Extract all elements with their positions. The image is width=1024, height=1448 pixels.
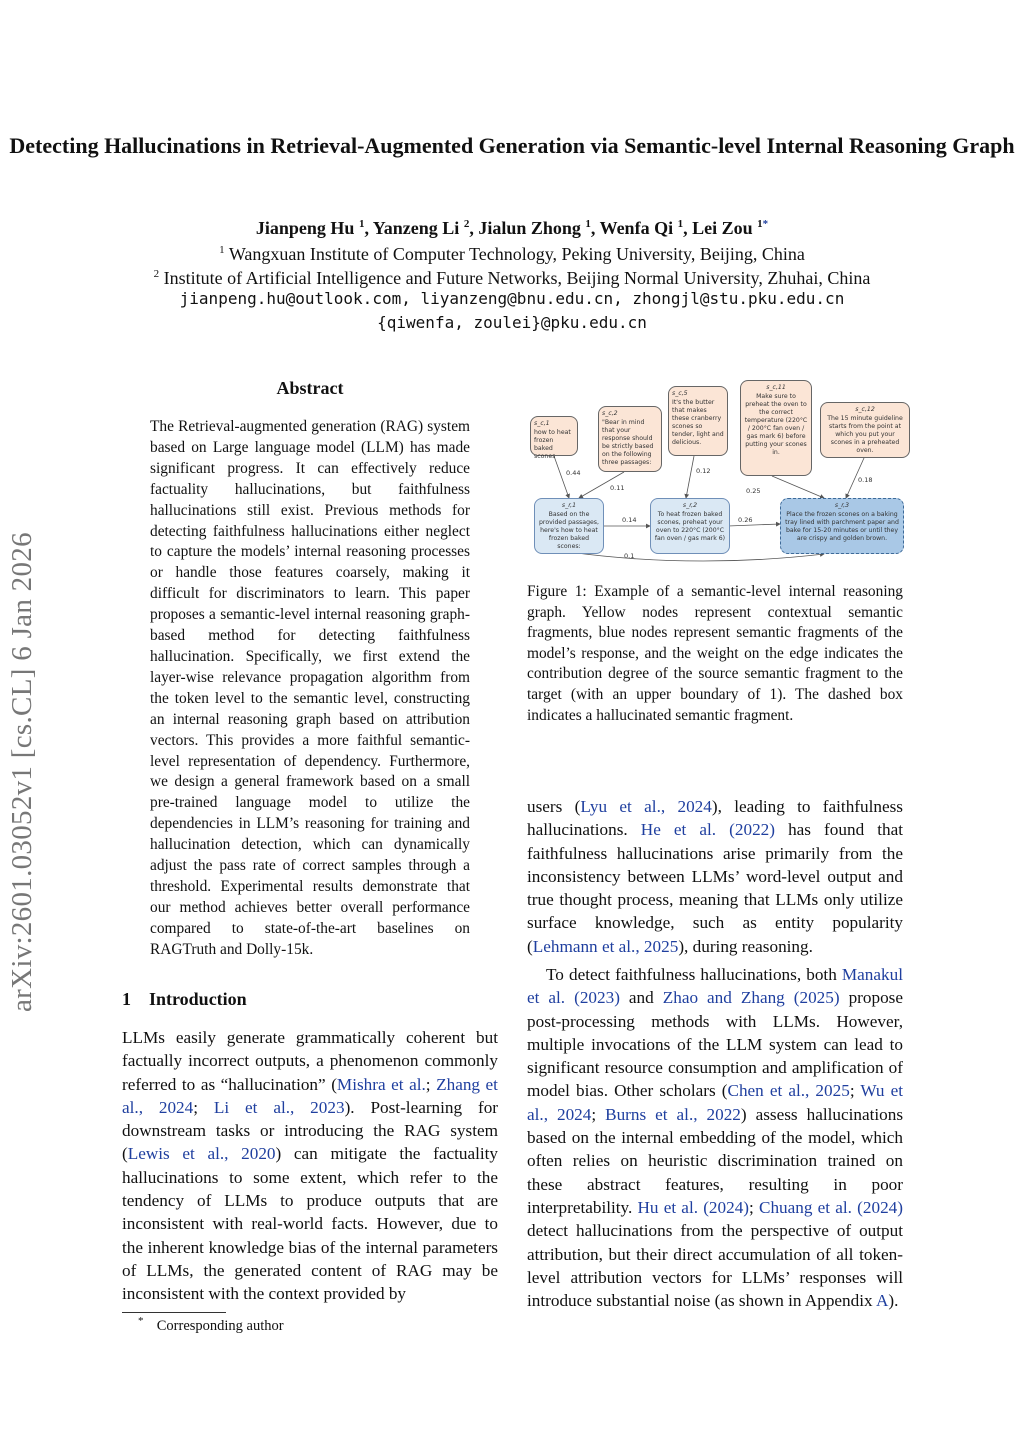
body-text: and bbox=[619, 988, 663, 1008]
citation-link[interactable]: A bbox=[875, 1291, 889, 1311]
citation-link[interactable]: Li et al., 2023 bbox=[213, 1097, 345, 1117]
edge-c1-r1 bbox=[554, 456, 569, 498]
footnote bbox=[138, 1315, 284, 1335]
introduction-heading bbox=[122, 989, 247, 1010]
citation-link[interactable]: Wu et al., 2024 bbox=[527, 1081, 903, 1124]
graph-node-response-2: s_r,2 To heat frozen baked scones, preheat your oven to 220°C (200°C fan oven / gas mark 6) bbox=[650, 498, 730, 554]
affiliation-number: 2 bbox=[153, 268, 160, 280]
intro-paragraph-2 bbox=[527, 963, 903, 1312]
edge-weight-c12-r3: 0.18 bbox=[858, 476, 873, 484]
affiliation-text: Wangxuan Institute of Computer Technology, Peking University, Beijing, China bbox=[228, 244, 805, 264]
intro-paragraph-1-continued bbox=[527, 795, 903, 958]
graph-node-context-5: s_c,5 It's the butter that makes these cranberry scones so tender, light and delicious. bbox=[668, 386, 728, 456]
abstract-text: The Retrieval-augmented generation (RAG) system based on Large language model (LLM) has made significant progress. It can effectively reduce factuality hallucinations, but faithfulness hallucinations still exist. Previous methods for detecting faithfulness hallucinations either neglect to capture the models’ internal reasoning processes or handle those features coarsely, making it difficult for discriminators to learn. This paper proposes a semantic-level internal reasoning graph-based method for detecting faithfulness hallucination. Specifically, we first extend the layer-wise relevance propagation algorithm from the token level to the semantic level, constructing an internal reasoning graph based on attribution vectors. This provides a more faithful semantic-level representation of dependency. Furthermore, we design a general framework based on a small pre-trained language model to utilize the dependencies in LLM’s reasoning for training and hallucination detection, which can dynamically adjust the pass rate of correct samples through a threshold. Experimental results demonstrate that our method achieves better overall performance compared to state-of-the-art baselines on RAGTruth and Dolly-15k. bbox=[150, 418, 470, 958]
section-title: Introduction bbox=[149, 989, 247, 1009]
body-text: LLMs easily generate grammatically coherent but factually incorrect outputs, a phenomenon commonly referred to as “hallucination” ( bbox=[122, 1028, 498, 1094]
figure-1-caption: Figure 1: Example of a semantic-level internal reasoning graph. Yellow nodes represent contextual semantic fragments, blue nodes represent semantic fragments of the model’s response, and the weight on the edge indicates the contribution degree of the source semantic fragment to the target (with an upper boundary of 1). The dashed box indicates a hallucinated semantic fragment. bbox=[527, 583, 903, 724]
author-separator: , bbox=[364, 218, 373, 238]
edge-weight-r1-r2: 0.14 bbox=[622, 516, 637, 524]
footnote-mark: * bbox=[138, 1315, 144, 1327]
author-name: Jialun Zhong bbox=[478, 218, 586, 238]
author-affiliation-mark: 1 bbox=[677, 218, 684, 230]
author-name: Wenfa Qi bbox=[599, 218, 678, 238]
paper-title: Detecting Hallucinations in Retrieval-Augmented Generation via Semantic-level Internal Reasoning Graph bbox=[9, 133, 1015, 158]
citation-link[interactable]: He et al. (2022) bbox=[640, 820, 775, 840]
citation-link[interactable]: Burns et al., 2022 bbox=[605, 1104, 741, 1124]
edge-r2-r3 bbox=[728, 524, 780, 526]
body-text: detect hallucinations from the perspective of output attribution, but their direct accumulation of all token-level attribution vectors for LLMs’ responses will introduce substantial noise (as shown in Appendix bbox=[527, 1221, 903, 1311]
graph-node-response-3-hallucinated: s_r,3 Place the frozen scones on a baking tray lined with parchment paper and bake for 15-20 minutes or until they are crispy and golden brown. bbox=[780, 498, 904, 554]
body-text: has found that faithfulness hallucinations arise primarily from the inconsistency between LLMs’ word-level output and true thought process, meaning that LLMs only utilize surface knowledge, such as entity popularity ( bbox=[527, 820, 904, 956]
edge-c11-r3 bbox=[772, 476, 824, 498]
author-affiliation-mark: 2 bbox=[463, 218, 470, 230]
body-text: ; bbox=[425, 1074, 437, 1094]
body-text: propose post-processing methods with LLMs. However, multiple invocations of the LLM system can lead to significant resource consumption and amplification of model bias. Other scholars ( bbox=[527, 988, 903, 1101]
author-affiliation-mark: 1 bbox=[358, 218, 365, 230]
citation-link[interactable]: Manakul et al. (2023) bbox=[527, 965, 903, 1008]
citation-link[interactable]: Lyu et al., 2024 bbox=[580, 797, 712, 816]
intro-paragraph-1 bbox=[122, 1026, 498, 1306]
author-name: Yanzeng Li bbox=[372, 218, 464, 238]
author-separator: , bbox=[590, 218, 600, 238]
citation-link[interactable]: Mishra et al. bbox=[336, 1074, 426, 1094]
body-text: ). Post-learning for downstream tasks or introducing the RAG system ( bbox=[122, 1097, 499, 1164]
body-text: ) assess hallucinations based on the internal embedding of the model, which often relies on heuristic discrimination trained on these abstract features, resulting in poor interpretability. bbox=[527, 1104, 904, 1217]
citation-link[interactable]: Zhao and Zhang (2025) bbox=[662, 988, 840, 1008]
corresponding-author-mark[interactable]: * bbox=[762, 218, 769, 230]
edge-weight-c2-r1: 0.11 bbox=[610, 484, 625, 492]
affiliation-text: Institute of Artificial Intelligence and Future Networks, Beijing Normal University, Zhuhai, China bbox=[163, 268, 871, 288]
citation-link[interactable]: Lewis et al., 2020 bbox=[127, 1144, 276, 1164]
graph-node-context-12: s_c,12 The 15 minute guideline starts from the point at which you put your scones in a preheated oven. bbox=[820, 402, 910, 458]
author-separator: , bbox=[469, 218, 479, 238]
footnote-text: Corresponding author bbox=[156, 1317, 284, 1334]
footnote-divider bbox=[122, 1312, 226, 1313]
author-list bbox=[0, 212, 1024, 240]
body-text: ; bbox=[193, 1097, 214, 1117]
author-affiliation-mark: 1 bbox=[757, 218, 763, 230]
edge-weight-r2-r3: 0.26 bbox=[738, 516, 753, 524]
citation-link[interactable]: Hu et al. (2024) bbox=[637, 1197, 750, 1217]
body-text: users ( bbox=[527, 797, 581, 816]
email-line-1: jianpeng.hu@outlook.com, liyanzeng@bnu.edu.cn, zhongjl@stu.pku.edu.cn bbox=[179, 289, 845, 308]
author-name: Jianpeng Hu bbox=[255, 218, 359, 238]
graph-node-context-11: s_c,11 Make sure to preheat the oven to the correct temperature (220°C / 200°C fan oven / gas mark 6) before putting your scones in. bbox=[740, 380, 812, 476]
body-text: ). bbox=[888, 1291, 899, 1311]
citation-link[interactable]: Chen et al., 2025 bbox=[727, 1081, 850, 1101]
arxiv-identifier[interactable]: arXiv:2601.03052v1 [cs.CL] 6 Jan 2026 bbox=[6, 532, 38, 1012]
email-line-2: {qiwenfa, zoulei}@pku.edu.cn bbox=[377, 313, 647, 332]
author-affiliation-mark: 1 bbox=[585, 218, 591, 230]
edge-c5-r2 bbox=[686, 456, 694, 498]
edge-weight-c11-r3: 0.25 bbox=[746, 487, 761, 495]
edge-weight-c1-r1: 0.44 bbox=[566, 469, 581, 477]
body-text: To detect faithfulness hallucinations, both bbox=[546, 965, 842, 984]
body-text: ) can mitigate the factuality hallucinations to some extent, which refer to the tendency of LLMs to produce outputs that are inconsistent with real-world facts. However, due to the inherent knowledge bias of the internal parameters of LLMs, the generated content of RAG may be inconsistent with the context provided by bbox=[122, 1144, 499, 1304]
affiliation-number: 1 bbox=[219, 244, 225, 256]
body-text: ), leading to faithfulness hallucinations. bbox=[527, 797, 903, 840]
author-separator: , bbox=[683, 218, 693, 238]
graph-node-context-1: s_c,1 how to heat frozen baked scones bbox=[530, 416, 578, 456]
edge-weight-r1-r3: 0.1 bbox=[624, 552, 635, 560]
citation-link[interactable]: Zhang et al., 2024 bbox=[122, 1074, 498, 1117]
author-name: Lei Zou bbox=[692, 218, 758, 238]
graph-node-response-1: s_r,1 Based on the provided passages, here's how to heat frozen baked scones: bbox=[534, 498, 604, 554]
body-text: ), during reasoning. bbox=[678, 936, 813, 956]
figure-1-reasoning-graph bbox=[524, 374, 908, 574]
citation-link[interactable]: Chuang et al. (2024) bbox=[759, 1197, 903, 1217]
section-number: 1 bbox=[122, 989, 131, 1009]
body-text: ; bbox=[591, 1104, 606, 1124]
citation-link[interactable]: Lehmann et al., 2025 bbox=[532, 936, 679, 956]
affiliation-2 bbox=[0, 262, 1024, 290]
body-text: ; bbox=[749, 1197, 759, 1217]
graph-node-context-2: s_c,2 "Bear in mind that your response should be strictly based on the following three passages: bbox=[598, 406, 662, 472]
body-text: ; bbox=[849, 1081, 861, 1101]
edge-weight-c5-r2: 0.12 bbox=[696, 467, 711, 475]
abstract-heading: Abstract bbox=[276, 378, 344, 398]
